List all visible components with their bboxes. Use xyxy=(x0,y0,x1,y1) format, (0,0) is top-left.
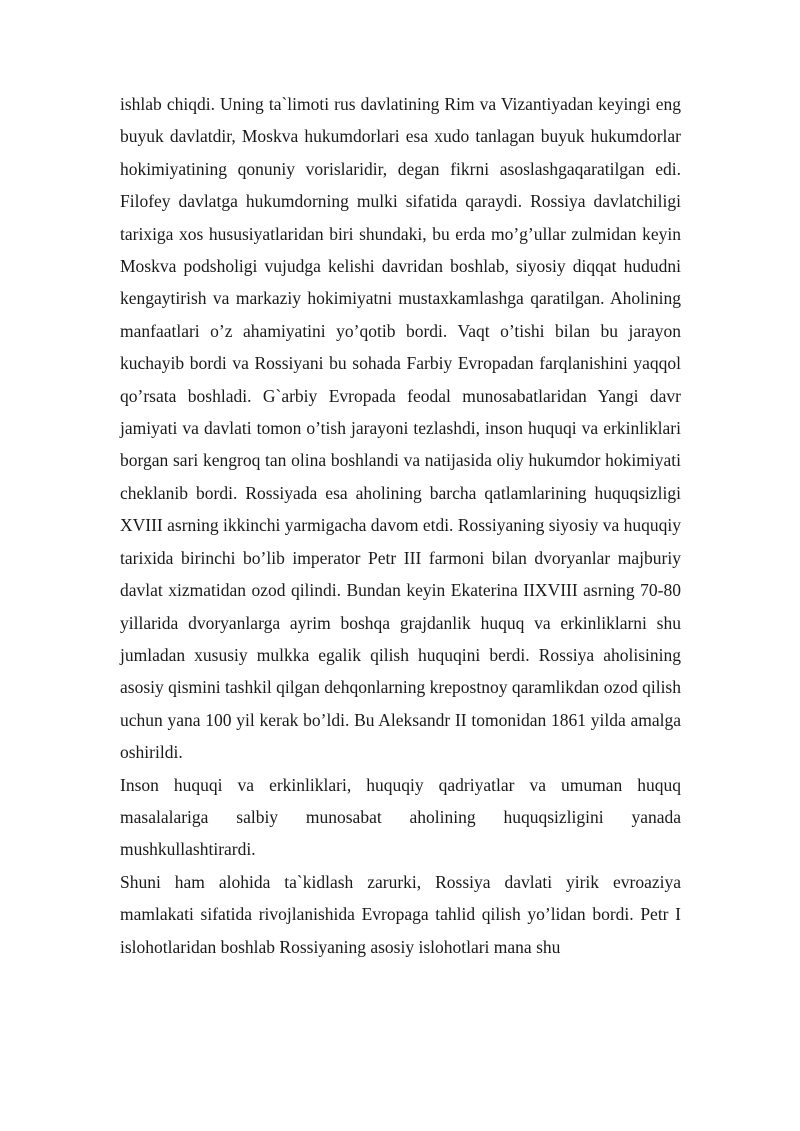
paragraph-2: Inson huquqi va erkinliklari, huquqiy qadriyatlar va umuman huquq masalalariga salbiy munosabat aholining huquqsizligini yanada mushkullashtirardi. xyxy=(120,774,681,860)
body-text xyxy=(120,88,681,963)
paragraph-3: Shuni ham alohida ta`kidlash zarurki, Rossiya davlati yirik evroaziya mamlakati sifatida rivojlanishida Evropaga tahlid qilish yo’lidan bordi. Petr I islohotlaridan boshlab Rossiyaning asosiy islohotlari mana shu xyxy=(120,871,681,957)
paragraph-1: ishlab chiqdi. Uning ta`limoti rus davlatining Rim va Vizantiyadan keyingi eng buyuk davlatdir, Moskva hukumdorlari esa xudo tanlagan buyuk hukumdorlar hokimiyatining qonuniy vorislaridir, degan fikrni asoslashgaqaratilgan edi. Filofey davlatga hukumdorning mulki sifatida qaraydi. Rossiya davlatchiligi tarixiga xos hususiyatlaridan biri shundaki, bu erda mo’g’ullar zulmidan keyin Moskva podsholigi vujudga kelishi davridan boshlab, siyosiy diqqat hududni kengaytirish va markaziy hokimiyatni mustaxkamlashga qaratilgan. Aholining manfaatlari o’z ahamiyatini yo’qotib bordi. Vaqt o’tishi bilan bu jarayon kuchayib bordi va Rossiyani bu sohada Farbiy Evropadan farqlanishini yaqqol qo’rsata boshladi. G`arbiy Evropada feodal munosabatlaridan Yangi davr jamiyati va davlati tomon o’tish jarayoni tezlashdi, inson huquqi va erkinliklari borgan sari kengroq tan olina boshlandi va natijasida oliy hukumdor hokimiyati cheklanib bordi. Rossiyada esa aholining barcha qatlamlarining huquqsizligi XVIII asrning ikkinchi yarmigacha davom etdi. Rossiyaning siyosiy va huquqiy tarixida birinchi bo’lib imperator Petr III farmoni bilan dvoryanlar majburiy davlat xizmatidan ozod qilindi. Bundan keyin Ekaterina IIXVIII asrning 70-80 yillarida dvoryanlarga ayrim boshqa grajdanlik huquq va erkinliklarni shu jumladan xususiy mulkka egalik qilish huquqini berdi. Rossiya aholisining asosiy qismini tashkil qilgan dehqonlarning krepostnoy qaramlikdan ozod qilish uchun yana 100 yil kerak bo’ldi. Bu Aleksandr II tomonidan 1861 yilda amalga oshirildi. xyxy=(120,94,681,763)
